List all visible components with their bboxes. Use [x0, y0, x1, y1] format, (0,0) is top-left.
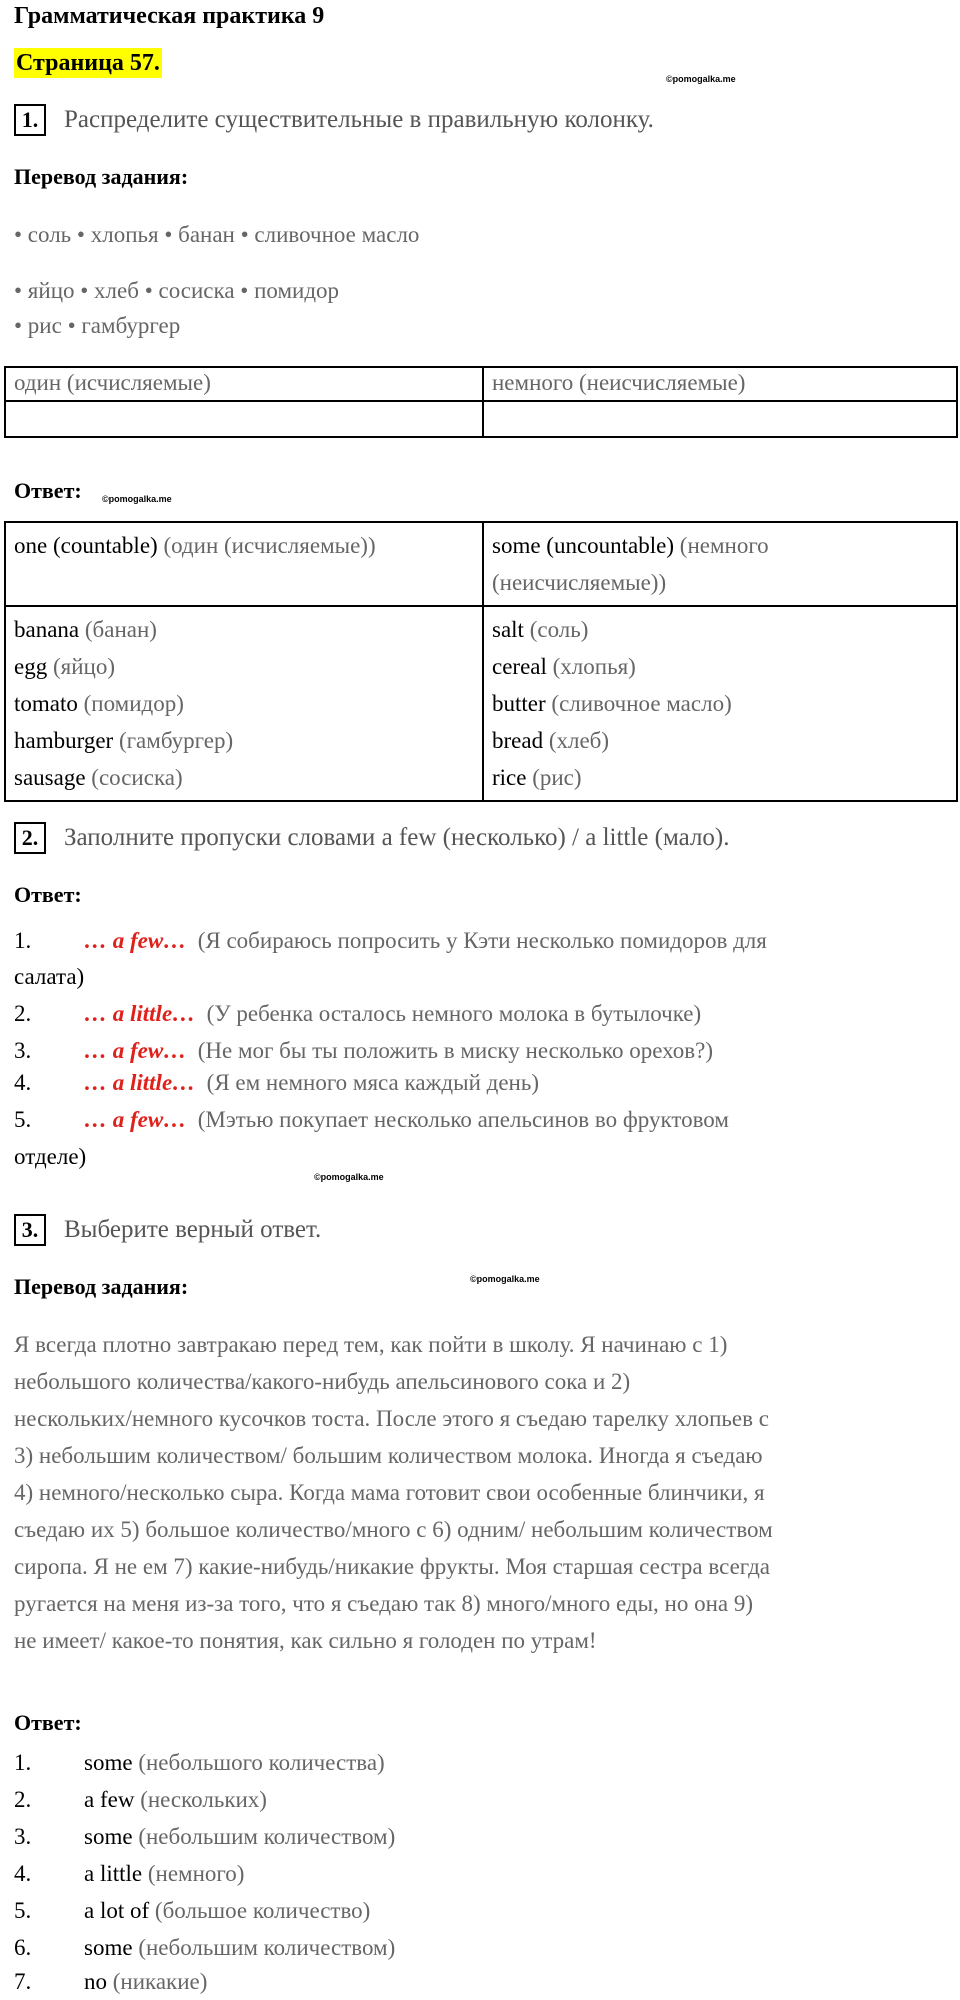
paragraph-line: нескольких/немного кусочков тоста. После этого я съедаю тарелку хлопьев с — [14, 1406, 769, 1431]
word-en: butter — [492, 691, 546, 716]
list-item — [14, 1070, 539, 1096]
item-number: 7. — [14, 1969, 32, 1994]
translation-heading: Перевод задания: — [14, 164, 189, 189]
item-number: 4. — [14, 1070, 32, 1095]
item-number: 5. — [14, 1107, 32, 1132]
item-translation: (большое количество) — [154, 1898, 371, 1923]
paragraph-line: Я всегда плотно завтракаю перед тем, как пойти в школу. Я начинаю с 1) — [14, 1332, 728, 1357]
header-en: some (uncountable) — [492, 533, 675, 558]
answer-cell-uncountable — [483, 606, 957, 801]
task-number: 3. — [14, 1214, 46, 1246]
list-item — [14, 1787, 267, 1813]
list-item — [14, 1861, 244, 1887]
empty-table — [4, 366, 958, 438]
paragraph-line: не имеет/ какое-то понятия, как сильно я голоден по утрам! — [14, 1628, 597, 1653]
watermark: ©pomogalka.me — [666, 74, 736, 84]
item-translation: (нескольких) — [140, 1787, 267, 1812]
item-answer: no — [84, 1969, 107, 1994]
item-answer: … a little… — [84, 1001, 196, 1026]
word-ru: (гамбургер) — [118, 728, 234, 753]
list-item — [14, 928, 767, 954]
item-number: 1. — [14, 928, 32, 953]
word-ru: (хлопья) — [552, 654, 636, 679]
item-translation: (небольшого количества) — [138, 1750, 385, 1775]
paragraph-line: съедаю их 5) большое количество/много с 6) одним/ небольшим количеством — [14, 1517, 773, 1542]
list-item — [14, 1824, 395, 1850]
word-en: egg — [14, 654, 48, 679]
watermark: ©pomogalka.me — [314, 1172, 384, 1182]
table-header-cell: один (исчисляемые) — [5, 367, 483, 401]
item-translation: (немного) — [147, 1861, 245, 1886]
word-ru: (рис) — [532, 765, 582, 790]
list-item-continuation: салата) — [14, 964, 85, 989]
item-answer: some — [84, 1824, 133, 1849]
item-number: 5. — [14, 1898, 32, 1923]
task-text: Выберите верный ответ. — [64, 1216, 322, 1243]
list-item — [14, 1935, 395, 1961]
item-answer: some — [84, 1935, 133, 1960]
answer-header-cell — [5, 522, 483, 606]
answer-table — [4, 521, 958, 802]
page-number: Страница 57. — [16, 50, 160, 76]
list-item — [14, 1750, 385, 1776]
header-ru: (немного (неисчисляемые)) — [492, 533, 769, 595]
word-ru: (соль) — [529, 617, 589, 642]
word-en: tomato — [14, 691, 78, 716]
item-translation: (Я ем немного мяса каждый день) — [206, 1070, 540, 1095]
list-item — [14, 1001, 701, 1027]
list-item — [14, 1038, 713, 1064]
item-number: 1. — [14, 1750, 32, 1775]
item-number: 6. — [14, 1935, 32, 1960]
word-ru: (помидор) — [83, 691, 184, 716]
word-en: hamburger — [14, 728, 114, 753]
list-item — [14, 1107, 729, 1133]
word-en: bread — [492, 728, 544, 753]
header-ru: (один (исчисляемые)) — [163, 533, 376, 558]
word-en: cereal — [492, 654, 547, 679]
translation-heading: Перевод задания: — [14, 1274, 189, 1299]
word-line: • рис • гамбургер — [14, 313, 181, 338]
watermark: ©pomogalka.me — [102, 494, 172, 504]
item-answer: a lot of — [84, 1898, 150, 1923]
paragraph-line: 3) небольшим количеством/ большим количеством молока. Иногда я съедаю — [14, 1443, 763, 1468]
empty-cell — [5, 401, 483, 437]
watermark: ©pomogalka.me — [470, 1274, 540, 1284]
item-number: 2. — [14, 1787, 32, 1812]
task-number: 1. — [14, 104, 46, 136]
item-answer: … a few… — [84, 928, 187, 953]
item-translation: (Я собираюсь попросить у Кэти несколько помидоров для — [197, 928, 767, 953]
answer-header-cell — [483, 522, 957, 606]
task-paragraph — [14, 1326, 944, 1659]
word-en: sausage — [14, 765, 86, 790]
item-translation: (небольшим количеством) — [138, 1935, 396, 1960]
item-translation: (У ребенка осталось немного молока в бутылочке) — [206, 1001, 702, 1026]
word-en: salt — [492, 617, 524, 642]
word-ru: (хлеб) — [548, 728, 610, 753]
paragraph-line: сиропа. Я не ем 7) какие-нибудь/никакие фрукты. Моя старшая сестра всегда — [14, 1554, 771, 1579]
list-item-continuation: отделе) — [14, 1144, 87, 1169]
word-ru: (банан) — [84, 617, 157, 642]
item-answer: a few — [84, 1787, 135, 1812]
item-answer: a little — [84, 1861, 143, 1886]
answer-heading-text: Ответ: — [14, 478, 82, 503]
answer-heading: Ответ: — [14, 1710, 82, 1735]
paragraph-line: 4) немного/несколько сыра. Когда мама готовит свои особенные блинчики, я — [14, 1480, 765, 1505]
empty-cell — [483, 401, 957, 437]
table-header-cell: немного (неисчисляемые) — [483, 367, 957, 401]
task-2-instruction — [14, 822, 730, 854]
item-answer: … a little… — [84, 1070, 196, 1095]
answer-cell-countable — [5, 606, 483, 801]
item-number: 4. — [14, 1861, 32, 1886]
item-answer: some — [84, 1750, 133, 1775]
header-en: one (countable) — [14, 533, 158, 558]
item-number: 3. — [14, 1038, 32, 1063]
task-number: 2. — [14, 822, 46, 854]
list-item — [14, 1898, 370, 1924]
word-line: • яйцо • хлеб • сосиска • помидор — [14, 278, 340, 303]
item-answer: … a few… — [84, 1107, 187, 1132]
word-en: rice — [492, 765, 527, 790]
task-text: Распределите существительные в правильную колонку. — [64, 106, 654, 133]
word-en: banana — [14, 617, 80, 642]
answer-heading: Ответ: — [14, 882, 82, 907]
item-translation: (Не мог бы ты положить в миску несколько орехов?) — [197, 1038, 714, 1063]
word-line: • соль • хлопья • банан • сливочное масло — [14, 222, 420, 247]
word-ru: (яйцо) — [52, 654, 115, 679]
item-translation: (небольшим количеством) — [138, 1824, 396, 1849]
answer-heading — [14, 478, 82, 504]
paragraph-line: ругается на меня из-за того, что я съедаю так 8) много/много еды, но она 9) — [14, 1591, 754, 1616]
task-1-instruction — [14, 104, 654, 136]
list-item — [14, 1969, 207, 1995]
item-number: 3. — [14, 1824, 32, 1849]
task-3-instruction — [14, 1214, 321, 1246]
task-text: Заполните пропуски словами a few (несколько) / a little (мало). — [64, 824, 730, 851]
item-translation: (никакие) — [112, 1969, 208, 1994]
item-number: 2. — [14, 1001, 32, 1026]
word-ru: (сливочное масло) — [551, 691, 732, 716]
item-answer: … a few… — [84, 1038, 187, 1063]
paragraph-line: небольшого количества/какого-нибудь апельсинового сока и 2) — [14, 1369, 631, 1394]
page-title: Грамматическая практика 9 — [14, 3, 325, 29]
word-ru: (сосиска) — [91, 765, 183, 790]
page — [14, 0, 960, 1994]
item-translation: (Мэтью покупает несколько апельсинов во фруктовом — [197, 1107, 729, 1132]
